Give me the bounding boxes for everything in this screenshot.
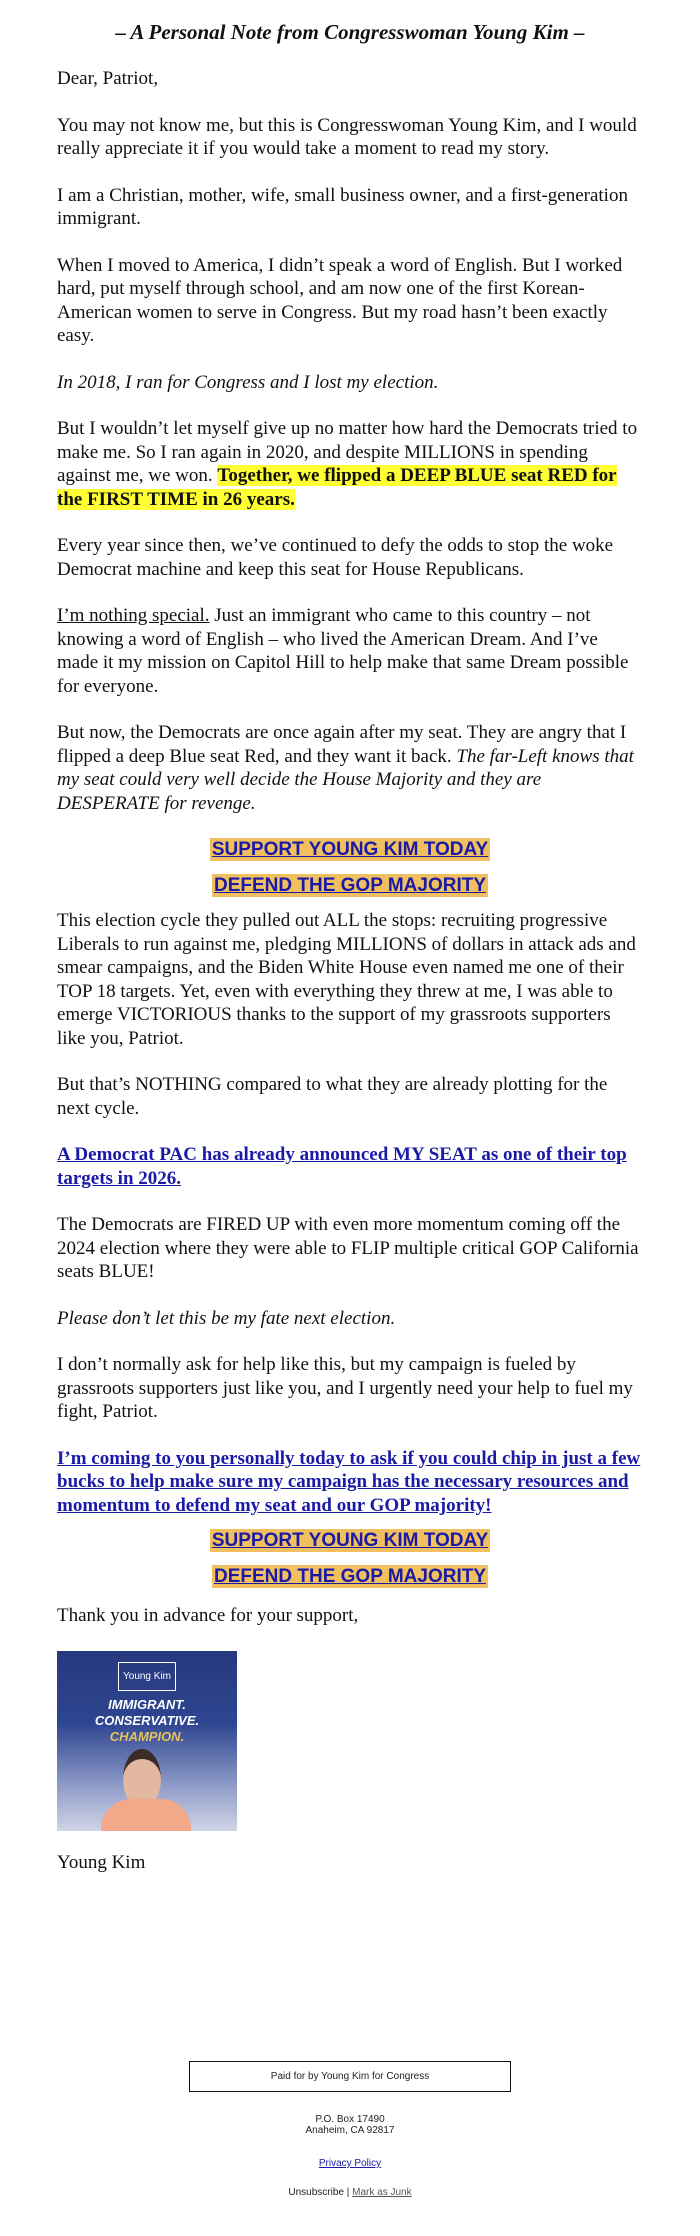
paragraph: But that’s NOTHING compared to what they are already plotting for the next cycle. [57,1074,608,1119]
paragraph [57,604,643,698]
logo: Young Kim [118,1662,176,1692]
footer [0,2061,700,2198]
portrait-shoulders [101,1799,191,1831]
cta-row [57,874,643,898]
text: But I wouldn’t let myself give up no matter how hard the Democrats tried to make me. So I ran again in 2020, and despite MILLIONS in spending against me, we won. [57,418,638,486]
tagline-1: IMMIGRANT. [108,1697,186,1712]
paragraph: This election cycle they pulled out ALL the stops: recruiting progressive Liberals to run against me, pledging MILLIONS of dollars in attack ads and smear campaigns, and the Biden White House even named me one of their TOP 18 targets. Yet, even with everything they threw at me, I was able to emerge VICTORIOUS thanks to the support of my grassroots supporters like you, Patriot. [57,910,636,1049]
paragraph [57,1447,643,1518]
address [0,2114,700,2136]
signature: Young Kim [57,1851,146,1873]
italic-text: Please don’t let this be my fate next election. [57,1307,396,1329]
donate-link[interactable]: I’m coming to you personally today to ask if you could chip in just a few bucks to help make sure my campaign has the necessary resources and momentum to defend my seat and our GOP majority! [57,1447,641,1516]
cta-row [57,838,643,862]
pac-link[interactable]: A Democrat PAC has already announced MY SEAT as one of their top targets in 2026. [57,1144,627,1189]
cta-row [57,1529,643,1553]
paragraph [57,721,643,815]
separator: | [343,2187,353,2198]
privacy-policy-link[interactable]: Privacy Policy [318,2158,382,2169]
paragraph: Every year since then, we’ve continued to defy the odds to stop the woke Democrat machine and keep this seat for House Republicans. [57,535,614,580]
photo-tagline [57,1697,237,1745]
support-button[interactable]: SUPPORT YOUNG KIM TODAY [211,839,489,860]
address-line: Anaheim, CA 92817 [305,2125,395,2136]
tagline-3: CHAMPION. [109,1729,185,1744]
greeting: Dear, Patriot, [57,68,159,89]
paragraph: You may not know me, but this is Congresswoman Young Kim, and I would really appreciate it if you would take a moment to read my story. [57,114,637,159]
paragraph: I don’t normally ask for help like this, but my campaign is fueled by grassroots supporters just like you, and I urgently need your help to fuel my fight, Patriot. [57,1354,633,1422]
defend-majority-button[interactable]: DEFEND THE GOP MAJORITY [213,1565,486,1587]
campaign-photo[interactable] [57,1651,237,1831]
paragraph: When I moved to America, I didn’t speak a word of English. But I worked hard, put myself through school, and am now one of the first Korean-American women to serve in Congress. But my road hasn’t been exactly easy. [57,254,623,346]
paragraph [57,1143,643,1190]
unsubscribe-row [0,2187,700,2198]
mark-as-junk-link[interactable]: Mark as Junk [352,2187,412,2198]
letter-body [0,67,700,1874]
closing: Thank you in advance for your support, [57,1605,359,1626]
paragraph: The Democrats are FIRED UP with even more momentum coming off the 2024 election where they were able to FLIP multiple critical GOP California seats BLUE! [57,1214,639,1282]
address-line: P.O. Box 17490 [315,2114,385,2125]
highlighted-text: Together, we flipped a DEEP BLUE seat RED for the FIRST TIME in 26 years. [57,465,617,510]
page-title: – A Personal Note from Congresswoman Young Kim – [115,20,585,44]
paragraph [57,1307,643,1331]
support-button[interactable]: SUPPORT YOUNG KIM TODAY [211,1530,489,1551]
defend-majority-button[interactable]: DEFEND THE GOP MAJORITY [213,874,486,896]
paid-for-box: Paid for by Young Kim for Congress [189,2061,511,2092]
text: But now, the Democrats are once again after my seat. They are angry that I flipped a deep Blue seat Red, and they want it back. [57,722,627,767]
paragraph: I am a Christian, mother, wife, small business owner, and a first-generation immigrant. [57,184,628,229]
cta-row [57,1565,643,1589]
text: Just an immigrant who came to this country – not knowing a word of English – who lived the American Dream. And I’ve made it my mission on Capitol Hill to help make that same Dream possible for everyone. [57,605,629,697]
tagline-2: CONSERVATIVE. [94,1713,200,1728]
italic-text: In 2018, I ran for Congress and I lost my election. [57,371,439,393]
paragraph [57,417,643,511]
unsubscribe-link[interactable]: Unsubscribe [288,2187,344,2198]
italic-text: The far-Left knows that my seat could very well decide the House Majority and they are DESPERATE for revenge. [57,745,634,814]
underlined-text: I’m nothing special. [57,605,210,626]
paragraph [57,371,643,395]
